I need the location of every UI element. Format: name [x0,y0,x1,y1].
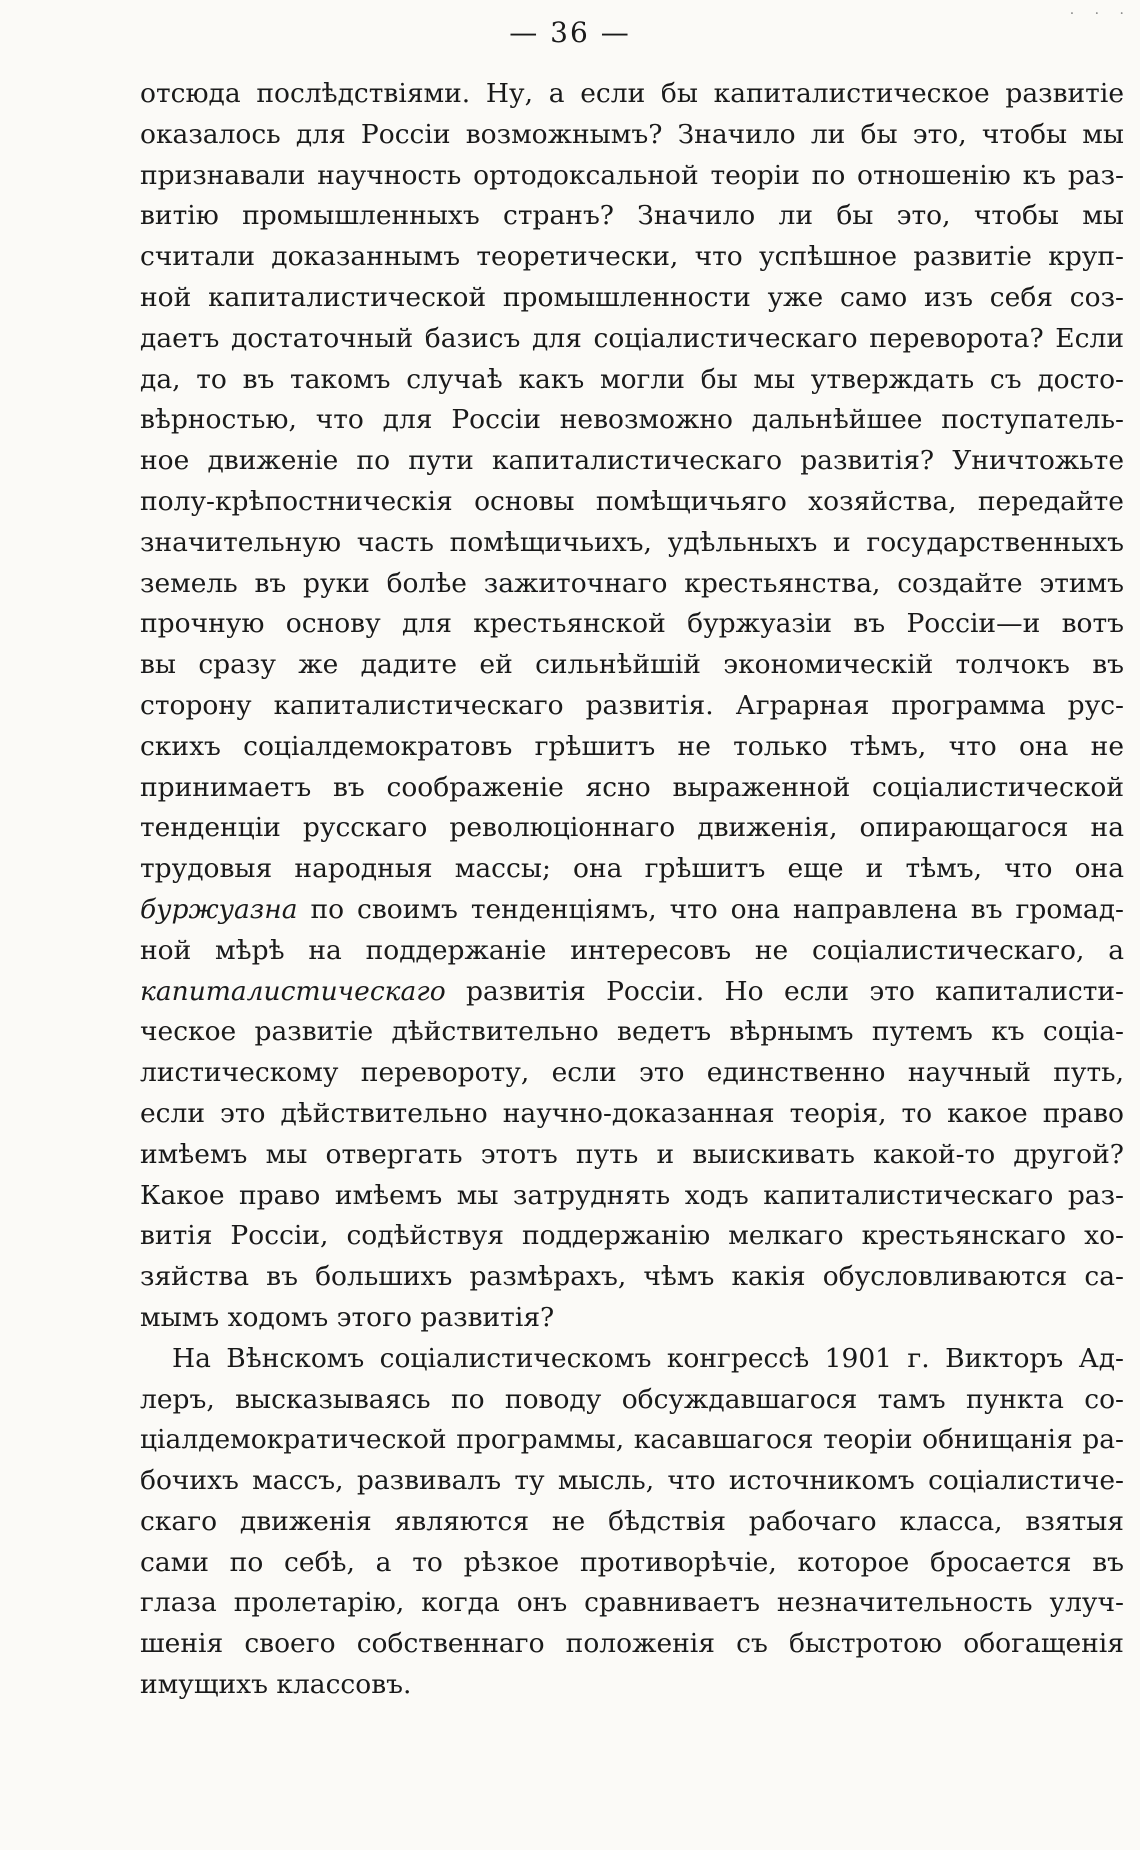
line-text: полу-крѣпостническія основы помѣщичьяго хозяйства, передайте [140,485,1124,517]
line-text: витію промышленныхъ странъ? Значило ли бы это, чтобы мы [140,200,1124,232]
text-line [140,645,1124,686]
text-line [140,1583,1124,1624]
text-line [140,237,1124,278]
text-line [140,849,1124,890]
line-text: зяйства въ большихъ размѣрахъ, чѣмъ какія обусловливаются са- [140,1261,1124,1293]
text-line [140,156,1124,197]
line-text: по своимъ тенденціямъ, что она направлена въ громад- [297,893,1124,925]
text-line [140,1216,1124,1257]
paragraph [140,74,1124,1339]
text-line [140,1298,1124,1339]
line-text: ческое развитіе дѣйствительно ведетъ вѣрнымъ путемъ къ соціа- [140,1016,1124,1048]
line-text: ной капиталистической промышленности уже само изъ себя соз- [140,281,1124,313]
line-text: шенія своего собственнаго положенія съ быстротою обогащенія [140,1628,1124,1660]
line-text: да, то въ такомъ случаѣ какъ могли бы мы утверждать съ досто- [140,363,1124,395]
text-line [140,441,1124,482]
italic-emphasis: капиталистическаго [140,975,446,1007]
text-line [140,808,1124,849]
line-text: земель въ руки болѣе зажиточнаго крестьянства, создайте этимъ [140,567,1124,599]
line-text: имущихъ классовъ. [140,1669,412,1701]
text-line [140,1176,1124,1217]
text-line [140,360,1124,401]
line-text: листическому перевороту, если это единственно научный путь, [140,1057,1124,1089]
line-text: бочихъ массъ, развивалъ ту мысль, что источникомъ соціалистиче- [140,1465,1124,1497]
text-line [140,319,1124,360]
text-line [140,1012,1124,1053]
text-line [140,1094,1124,1135]
line-text: глаза пролетарію, когда онъ сравниваетъ незначительность улуч- [140,1587,1124,1619]
line-text: ной мѣрѣ на поддержаніе интересовъ не соціалистическаго, а [140,934,1124,966]
line-text: мымъ ходомъ этого развитія? [140,1301,555,1333]
text-line [140,1624,1124,1665]
line-text: если это дѣйствительно научно-доказанная теорія, то какое право [140,1097,1124,1129]
line-text: отсюда послѣдствіями. Ну, а если бы капиталистическое развитіе [140,78,1124,109]
text-line [140,1543,1124,1584]
line-text: принимаетъ въ соображеніе ясно выраженной соціалистической [140,771,1124,803]
line-text: витія Россіи, содѣйствуя поддержанію мелкаго крестьянскаго хо- [140,1220,1124,1252]
paragraph [140,1339,1124,1706]
line-text: На Вѣнскомъ соціалистическомъ конгрессѣ 1901 г. Викторъ Ад- [172,1342,1124,1374]
text-line [140,1380,1124,1421]
text-line [140,972,1124,1013]
text-line [140,196,1124,237]
line-text: Какое право имѣемъ мы затруднять ходъ капиталистическаго раз- [140,1179,1124,1211]
line-text: трудовыя народныя массы; она грѣшитъ еще и тѣмъ, что она [140,853,1124,885]
text-line [140,400,1124,441]
line-text: ціалдемократической программы, касавшагося теоріи обнищанія ра- [140,1424,1124,1456]
line-text: вы сразу же дадите ей сильнѣйшій экономическій толчокъ въ [140,649,1124,681]
line-text: оказалось для Россіи возможнымъ? Значило ли бы это, чтобы мы [140,118,1124,150]
line-text: признавали научность ортодоксальной теоріи по отношенію къ раз- [140,159,1124,191]
text-line [140,768,1124,809]
line-text: развитія Россіи. Но если это капиталисти- [445,975,1124,1007]
line-text: скаго движенія являются не бѣдствія рабочаго класса, взятыя [140,1505,1124,1537]
text-line [140,278,1124,319]
text-line [140,1339,1124,1380]
line-text: сами по себѣ, а то рѣзкое противорѣчіе, которое бросается въ [140,1546,1124,1578]
text-line [140,931,1124,972]
line-text: прочную основу для крестьянской буржуазіи въ Россіи—и вотъ [140,608,1124,640]
text-line [140,1053,1124,1094]
text-line [140,115,1124,156]
text-line [140,1135,1124,1176]
text-line [140,1502,1124,1543]
line-text: имѣемъ мы отвергать этотъ путь и выискивать какой-то другой? [140,1138,1124,1170]
body-text [140,74,1124,1706]
page-number: — 36 — [509,16,631,49]
line-text: скихъ соціалдемократовъ грѣшитъ не только тѣмъ, что она не [140,730,1124,762]
line-text: считали доказаннымъ теоретически, что успѣшное развитіе круп- [140,241,1124,273]
line-text: леръ, высказываясь по поводу обсуждавшагося тамъ пункта со- [140,1383,1124,1415]
text-line [140,890,1124,931]
line-text: ное движеніе по пути капиталистическаго развитія? Уничтожьте [140,445,1124,477]
line-text: тенденціи русскаго революціоннаго движенія, опирающагося на [140,812,1124,844]
text-line [140,1461,1124,1502]
text-line [140,727,1124,768]
text-line [140,482,1124,523]
text-line [140,1420,1124,1461]
line-text: сторону капиталистическаго развитія. Аграрная программа рус- [140,689,1124,721]
text-line [140,74,1124,115]
line-text: даетъ достаточный базисъ для соціалистическаго переворота? Если [140,322,1124,354]
italic-emphasis: буржуазна [140,893,298,925]
scan-marks: · · · [1069,6,1132,22]
text-line [140,604,1124,645]
line-text: вѣрностью, что для Россіи невозможно дальнѣйшее поступатель- [140,404,1124,436]
text-line [140,523,1124,564]
text-line [140,1665,1124,1706]
text-line [140,686,1124,727]
text-line [140,564,1124,605]
line-text: значительную часть помѣщичьихъ, удѣльныхъ и государственныхъ [140,526,1124,558]
text-line [140,1257,1124,1298]
